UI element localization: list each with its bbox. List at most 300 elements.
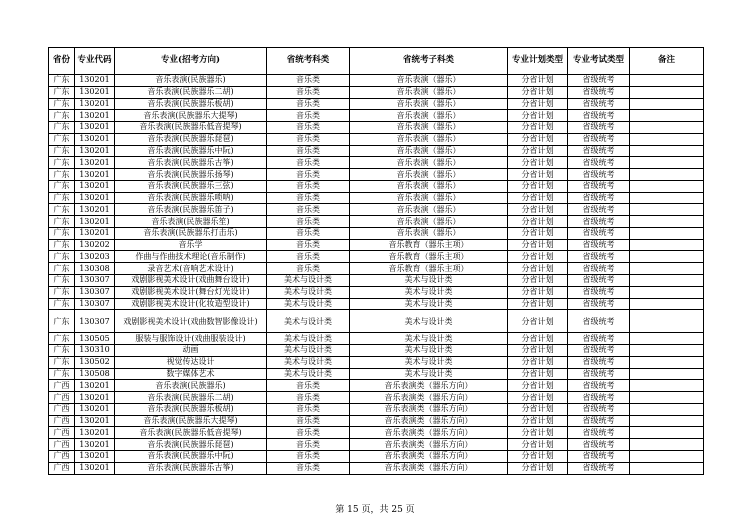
exam-subcategory-cell: 美术与设计类 [350, 345, 508, 357]
exam-subcategory-cell: 音乐表演类（器乐方向） [350, 415, 508, 427]
plan-type-cell: 分省计划 [508, 227, 568, 239]
exam-subcategory-cell: 音乐教育（器乐主项） [350, 263, 508, 275]
table-row [49, 368, 704, 380]
province-cell: 广西 [49, 415, 75, 427]
exam-subcategory-cell: 音乐表演类（器乐方向） [350, 392, 508, 404]
plan-type-cell: 分省计划 [508, 439, 568, 451]
header-exam-subcategory: 省统考子科类 [350, 48, 508, 75]
exam-category-cell: 音乐类 [267, 439, 350, 451]
table-row [49, 110, 704, 122]
province-cell: 广东 [49, 275, 75, 287]
exam-subcategory-cell: 音乐表演类（器乐方向） [350, 380, 508, 392]
table-row [49, 157, 704, 169]
plan-type-cell: 分省计划 [508, 380, 568, 392]
exam-category-cell: 音乐类 [267, 204, 350, 216]
exam-type-cell: 省级统考 [568, 180, 630, 192]
exam-subcategory-cell: 音乐表演类（器乐方向） [350, 439, 508, 451]
exam-category-cell: 美术与设计类 [267, 345, 350, 357]
table-row [49, 204, 704, 216]
province-cell: 广东 [49, 216, 75, 228]
remarks-cell [630, 298, 704, 310]
header-exam-category: 省统考科类 [267, 48, 350, 75]
plan-type-cell: 分省计划 [508, 204, 568, 216]
plan-type-cell: 分省计划 [508, 368, 568, 380]
province-cell: 广东 [49, 133, 75, 145]
exam-category-cell: 美术与设计类 [267, 368, 350, 380]
major-code-cell: 130308 [75, 263, 115, 275]
province-cell: 广东 [49, 239, 75, 251]
exam-subcategory-cell: 音乐表演类（器乐方向） [350, 450, 508, 462]
remarks-cell [630, 450, 704, 462]
major-name-cell: 戏剧影视美术设计(舞台灯光设计) [115, 286, 267, 298]
remarks-cell [630, 98, 704, 110]
major-code-cell: 130310 [75, 345, 115, 357]
exam-type-cell: 省级统考 [568, 356, 630, 368]
exam-category-cell: 音乐类 [267, 192, 350, 204]
exam-type-cell: 省级统考 [568, 415, 630, 427]
province-cell: 广东 [49, 298, 75, 310]
major-name-cell: 音乐学 [115, 239, 267, 251]
exam-subcategory-cell: 音乐表演（器乐） [350, 216, 508, 228]
table-row [49, 180, 704, 192]
remarks-cell [630, 439, 704, 451]
exam-type-cell: 省级统考 [568, 310, 630, 333]
table-row [49, 333, 704, 345]
major-code-cell: 130201 [75, 439, 115, 451]
major-code-cell: 130502 [75, 356, 115, 368]
plan-type-cell: 分省计划 [508, 180, 568, 192]
exam-subcategory-cell: 音乐表演（器乐） [350, 180, 508, 192]
exam-category-cell: 音乐类 [267, 239, 350, 251]
major-name-cell: 音乐表演(民族器乐大提琴) [115, 415, 267, 427]
plan-type-cell: 分省计划 [508, 286, 568, 298]
exam-type-cell: 省级统考 [568, 333, 630, 345]
exam-category-cell: 音乐类 [267, 415, 350, 427]
exam-type-cell: 省级统考 [568, 275, 630, 287]
exam-type-cell: 省级统考 [568, 157, 630, 169]
province-cell: 广东 [49, 356, 75, 368]
major-name-cell: 视觉传达设计 [115, 356, 267, 368]
exam-type-cell: 省级统考 [568, 169, 630, 181]
table-row [49, 86, 704, 98]
plan-type-cell: 分省计划 [508, 192, 568, 204]
exam-category-cell: 音乐类 [267, 450, 350, 462]
plan-type-cell: 分省计划 [508, 263, 568, 275]
plan-type-cell: 分省计划 [508, 427, 568, 439]
table-row [49, 263, 704, 275]
major-code-cell: 130201 [75, 133, 115, 145]
exam-subcategory-cell: 音乐表演（器乐） [350, 133, 508, 145]
plan-type-cell: 分省计划 [508, 392, 568, 404]
major-code-cell: 130201 [75, 216, 115, 228]
table-row [49, 462, 704, 474]
major-name-cell: 数字媒体艺术 [115, 368, 267, 380]
exam-category-cell: 音乐类 [267, 462, 350, 474]
major-name-cell: 戏剧影视美术设计(化妆造型设计) [115, 298, 267, 310]
province-cell: 广东 [49, 86, 75, 98]
table-body [49, 75, 704, 475]
exam-category-cell: 美术与设计类 [267, 275, 350, 287]
exam-type-cell: 省级统考 [568, 122, 630, 134]
table-header-row [49, 48, 704, 75]
remarks-cell [630, 380, 704, 392]
plan-type-cell: 分省计划 [508, 356, 568, 368]
exam-subcategory-cell: 音乐表演（器乐） [350, 98, 508, 110]
plan-type-cell: 分省计划 [508, 310, 568, 333]
exam-type-cell: 省级统考 [568, 192, 630, 204]
exam-category-cell: 音乐类 [267, 169, 350, 181]
remarks-cell [630, 110, 704, 122]
province-cell: 广西 [49, 450, 75, 462]
major-name-cell: 音乐表演(民族器乐扬琴) [115, 169, 267, 181]
remarks-cell [630, 204, 704, 216]
remarks-cell [630, 462, 704, 474]
exam-type-cell: 省级统考 [568, 145, 630, 157]
major-name-cell: 音乐表演(民族器乐笙) [115, 216, 267, 228]
major-code-cell: 130201 [75, 122, 115, 134]
exam-subcategory-cell: 美术与设计类 [350, 368, 508, 380]
table-row [49, 427, 704, 439]
exam-type-cell: 省级统考 [568, 133, 630, 145]
major-code-cell: 130505 [75, 333, 115, 345]
major-name-cell: 音乐表演(民族器乐打击乐) [115, 227, 267, 239]
remarks-cell [630, 368, 704, 380]
table-row [49, 75, 704, 87]
province-cell: 广西 [49, 392, 75, 404]
major-code-cell: 130201 [75, 204, 115, 216]
remarks-cell [630, 239, 704, 251]
major-name-cell: 录音艺术(音响艺术设计) [115, 263, 267, 275]
table-row [49, 227, 704, 239]
province-cell: 广东 [49, 310, 75, 333]
exam-category-cell: 音乐类 [267, 122, 350, 134]
province-cell: 广东 [49, 251, 75, 263]
major-code-cell: 130201 [75, 110, 115, 122]
exam-category-cell: 音乐类 [267, 86, 350, 98]
remarks-cell [630, 192, 704, 204]
remarks-cell [630, 227, 704, 239]
remarks-cell [630, 75, 704, 87]
major-code-cell: 130201 [75, 415, 115, 427]
plan-type-cell: 分省计划 [508, 462, 568, 474]
plan-type-cell: 分省计划 [508, 403, 568, 415]
major-code-cell: 130201 [75, 192, 115, 204]
exam-category-cell: 音乐类 [267, 157, 350, 169]
remarks-cell [630, 275, 704, 287]
exam-type-cell: 省级统考 [568, 251, 630, 263]
exam-subcategory-cell: 音乐表演类（器乐方向） [350, 462, 508, 474]
table-row [49, 216, 704, 228]
exam-type-cell: 省级统考 [568, 86, 630, 98]
table-row [49, 439, 704, 451]
exam-category-cell: 音乐类 [267, 227, 350, 239]
plan-type-cell: 分省计划 [508, 86, 568, 98]
plan-type-cell: 分省计划 [508, 133, 568, 145]
province-cell: 广西 [49, 403, 75, 415]
province-cell: 广东 [49, 169, 75, 181]
exam-category-cell: 音乐类 [267, 263, 350, 275]
major-name-cell: 音乐表演(民族器乐) [115, 75, 267, 87]
major-code-cell: 130201 [75, 145, 115, 157]
province-cell: 广东 [49, 368, 75, 380]
major-name-cell: 音乐表演(民族器乐唢呐) [115, 192, 267, 204]
table-row [49, 345, 704, 357]
major-code-cell: 130201 [75, 380, 115, 392]
plan-type-cell: 分省计划 [508, 122, 568, 134]
major-code-cell: 130201 [75, 169, 115, 181]
plan-type-cell: 分省计划 [508, 275, 568, 287]
exam-subcategory-cell: 音乐表演（器乐） [350, 169, 508, 181]
major-name-cell: 音乐表演(民族器乐三弦) [115, 180, 267, 192]
exam-subcategory-cell: 音乐表演（器乐） [350, 192, 508, 204]
table-row [49, 286, 704, 298]
major-code-cell: 130201 [75, 462, 115, 474]
exam-type-cell: 省级统考 [568, 98, 630, 110]
exam-type-cell: 省级统考 [568, 75, 630, 87]
major-code-cell: 130201 [75, 180, 115, 192]
exam-subcategory-cell: 音乐教育（器乐主项） [350, 251, 508, 263]
exam-subcategory-cell: 美术与设计类 [350, 298, 508, 310]
remarks-cell [630, 216, 704, 228]
exam-category-cell: 音乐类 [267, 75, 350, 87]
exam-type-cell: 省级统考 [568, 110, 630, 122]
plan-type-cell: 分省计划 [508, 216, 568, 228]
exam-category-cell: 美术与设计类 [267, 298, 350, 310]
major-code-cell: 130307 [75, 298, 115, 310]
major-name-cell: 音乐表演(民族器乐古筝) [115, 157, 267, 169]
table-row [49, 415, 704, 427]
exam-category-cell: 美术与设计类 [267, 286, 350, 298]
major-name-cell: 音乐表演(民族器乐低音提琴) [115, 122, 267, 134]
major-code-cell: 130201 [75, 86, 115, 98]
remarks-cell [630, 133, 704, 145]
table-row [49, 133, 704, 145]
remarks-cell [630, 403, 704, 415]
header-plan-type: 专业计划类型 [508, 48, 568, 75]
exam-subcategory-cell: 音乐表演（器乐） [350, 227, 508, 239]
remarks-cell [630, 356, 704, 368]
plan-type-cell: 分省计划 [508, 450, 568, 462]
remarks-cell [630, 122, 704, 134]
major-name-cell: 音乐表演(民族器乐) [115, 380, 267, 392]
exam-type-cell: 省级统考 [568, 216, 630, 228]
remarks-cell [630, 251, 704, 263]
exam-subcategory-cell: 美术与设计类 [350, 333, 508, 345]
province-cell: 广东 [49, 227, 75, 239]
exam-subcategory-cell: 美术与设计类 [350, 356, 508, 368]
exam-subcategory-cell: 音乐表演（器乐） [350, 204, 508, 216]
major-code-cell: 130307 [75, 286, 115, 298]
exam-category-cell: 音乐类 [267, 403, 350, 415]
exam-type-cell: 省级统考 [568, 450, 630, 462]
exam-category-cell: 美术与设计类 [267, 310, 350, 333]
table-row [49, 392, 704, 404]
header-remarks: 备注 [630, 48, 704, 75]
page-footer: 第 15 页，共 25 页 [335, 505, 415, 515]
major-code-cell: 130307 [75, 275, 115, 287]
major-name-cell: 音乐表演(民族器乐古筝) [115, 462, 267, 474]
table-row [49, 380, 704, 392]
province-cell: 广东 [49, 263, 75, 275]
table-row [49, 275, 704, 287]
exam-category-cell: 美术与设计类 [267, 356, 350, 368]
exam-type-cell: 省级统考 [568, 368, 630, 380]
table-row [49, 450, 704, 462]
major-name-cell: 服装与服饰设计(戏曲服装设计) [115, 333, 267, 345]
exam-category-cell: 音乐类 [267, 98, 350, 110]
table-row [49, 298, 704, 310]
exam-type-cell: 省级统考 [568, 286, 630, 298]
plan-type-cell: 分省计划 [508, 110, 568, 122]
exam-category-cell: 音乐类 [267, 110, 350, 122]
exam-type-cell: 省级统考 [568, 462, 630, 474]
exam-category-cell: 音乐类 [267, 216, 350, 228]
plan-type-cell: 分省计划 [508, 169, 568, 181]
major-code-cell: 130201 [75, 227, 115, 239]
exam-type-cell: 省级统考 [568, 204, 630, 216]
major-code-cell: 130201 [75, 450, 115, 462]
exam-subcategory-cell: 美术与设计类 [350, 275, 508, 287]
exam-category-cell: 音乐类 [267, 392, 350, 404]
header-province: 省份 [49, 48, 75, 75]
remarks-cell [630, 392, 704, 404]
exam-subcategory-cell: 音乐表演（器乐） [350, 145, 508, 157]
major-code-cell: 130201 [75, 392, 115, 404]
major-name-cell: 音乐表演(民族器乐琵琶) [115, 133, 267, 145]
province-cell: 广东 [49, 180, 75, 192]
exam-category-cell: 音乐类 [267, 427, 350, 439]
major-name-cell: 音乐表演(民族器乐板胡) [115, 403, 267, 415]
exam-subcategory-cell: 美术与设计类 [350, 286, 508, 298]
plan-type-cell: 分省计划 [508, 75, 568, 87]
province-cell: 广东 [49, 333, 75, 345]
header-major-code: 专业代码 [75, 48, 115, 75]
major-code-cell: 130307 [75, 310, 115, 333]
remarks-cell [630, 157, 704, 169]
plan-type-cell: 分省计划 [508, 98, 568, 110]
exam-subcategory-cell: 音乐表演（器乐） [350, 122, 508, 134]
table-row [49, 98, 704, 110]
remarks-cell [630, 415, 704, 427]
province-cell: 广东 [49, 145, 75, 157]
exam-subcategory-cell: 音乐表演（器乐） [350, 110, 508, 122]
exam-type-cell: 省级统考 [568, 298, 630, 310]
plan-type-cell: 分省计划 [508, 298, 568, 310]
major-name-cell: 音乐表演(民族器乐二胡) [115, 392, 267, 404]
exam-type-cell: 省级统考 [568, 439, 630, 451]
major-name-cell: 戏剧影视美术设计(戏曲舞台设计) [115, 275, 267, 287]
major-name-cell: 音乐表演(民族器乐琵琶) [115, 439, 267, 451]
major-name-cell: 音乐表演(民族器乐中阮) [115, 450, 267, 462]
exam-type-cell: 省级统考 [568, 427, 630, 439]
table-row [49, 310, 704, 333]
major-code-cell: 130508 [75, 368, 115, 380]
exam-category-cell: 美术与设计类 [267, 333, 350, 345]
remarks-cell [630, 310, 704, 333]
remarks-cell [630, 263, 704, 275]
remarks-cell [630, 345, 704, 357]
province-cell: 广东 [49, 204, 75, 216]
province-cell: 广西 [49, 427, 75, 439]
remarks-cell [630, 169, 704, 181]
plan-type-cell: 分省计划 [508, 345, 568, 357]
major-name-cell: 音乐表演(民族器乐笛子) [115, 204, 267, 216]
province-cell: 广西 [49, 380, 75, 392]
exam-type-cell: 省级统考 [568, 227, 630, 239]
province-cell: 广东 [49, 122, 75, 134]
exam-type-cell: 省级统考 [568, 345, 630, 357]
plan-type-cell: 分省计划 [508, 157, 568, 169]
exam-category-cell: 音乐类 [267, 145, 350, 157]
major-name-cell: 音乐表演(民族器乐板胡) [115, 98, 267, 110]
plan-type-cell: 分省计划 [508, 251, 568, 263]
exam-type-cell: 省级统考 [568, 263, 630, 275]
province-cell: 广东 [49, 75, 75, 87]
exam-type-cell: 省级统考 [568, 239, 630, 251]
enrollment-table [48, 47, 704, 475]
table-row [49, 169, 704, 181]
major-name-cell: 戏剧影视美术设计(戏曲数智影像设计) [115, 310, 267, 333]
table-row [49, 239, 704, 251]
plan-type-cell: 分省计划 [508, 415, 568, 427]
remarks-cell [630, 333, 704, 345]
exam-type-cell: 省级统考 [568, 403, 630, 415]
remarks-cell [630, 86, 704, 98]
major-name-cell: 音乐表演(民族器乐大提琴) [115, 110, 267, 122]
table-row [49, 192, 704, 204]
exam-type-cell: 省级统考 [568, 392, 630, 404]
remarks-cell [630, 180, 704, 192]
province-cell: 广东 [49, 157, 75, 169]
table-row [49, 403, 704, 415]
province-cell: 广西 [49, 462, 75, 474]
major-name-cell: 动画 [115, 345, 267, 357]
exam-subcategory-cell: 音乐表演类（器乐方向） [350, 403, 508, 415]
exam-subcategory-cell: 音乐表演（器乐） [350, 86, 508, 98]
table-row [49, 251, 704, 263]
header-exam-type: 专业考试类型 [568, 48, 630, 75]
exam-type-cell: 省级统考 [568, 380, 630, 392]
major-code-cell: 130201 [75, 427, 115, 439]
major-code-cell: 130203 [75, 251, 115, 263]
exam-category-cell: 音乐类 [267, 380, 350, 392]
major-code-cell: 130201 [75, 75, 115, 87]
header-major-name: 专业(招考方向) [115, 48, 267, 75]
exam-subcategory-cell: 音乐表演（器乐） [350, 157, 508, 169]
major-code-cell: 130201 [75, 403, 115, 415]
exam-category-cell: 音乐类 [267, 133, 350, 145]
major-code-cell: 130201 [75, 157, 115, 169]
exam-subcategory-cell: 美术与设计类 [350, 310, 508, 333]
major-name-cell: 音乐表演(民族器乐二胡) [115, 86, 267, 98]
province-cell: 广东 [49, 192, 75, 204]
province-cell: 广东 [49, 98, 75, 110]
exam-subcategory-cell: 音乐表演类（器乐方向） [350, 427, 508, 439]
major-code-cell: 130201 [75, 98, 115, 110]
major-name-cell: 作曲与作曲技术理论(音乐制作) [115, 251, 267, 263]
remarks-cell [630, 145, 704, 157]
province-cell: 广东 [49, 286, 75, 298]
table-row [49, 122, 704, 134]
major-name-cell: 音乐表演(民族器乐低音提琴) [115, 427, 267, 439]
exam-subcategory-cell: 音乐表演（器乐） [350, 75, 508, 87]
exam-category-cell: 音乐类 [267, 180, 350, 192]
plan-type-cell: 分省计划 [508, 145, 568, 157]
exam-subcategory-cell: 音乐教育（器乐主项） [350, 239, 508, 251]
plan-type-cell: 分省计划 [508, 333, 568, 345]
table-row [49, 145, 704, 157]
exam-category-cell: 音乐类 [267, 251, 350, 263]
